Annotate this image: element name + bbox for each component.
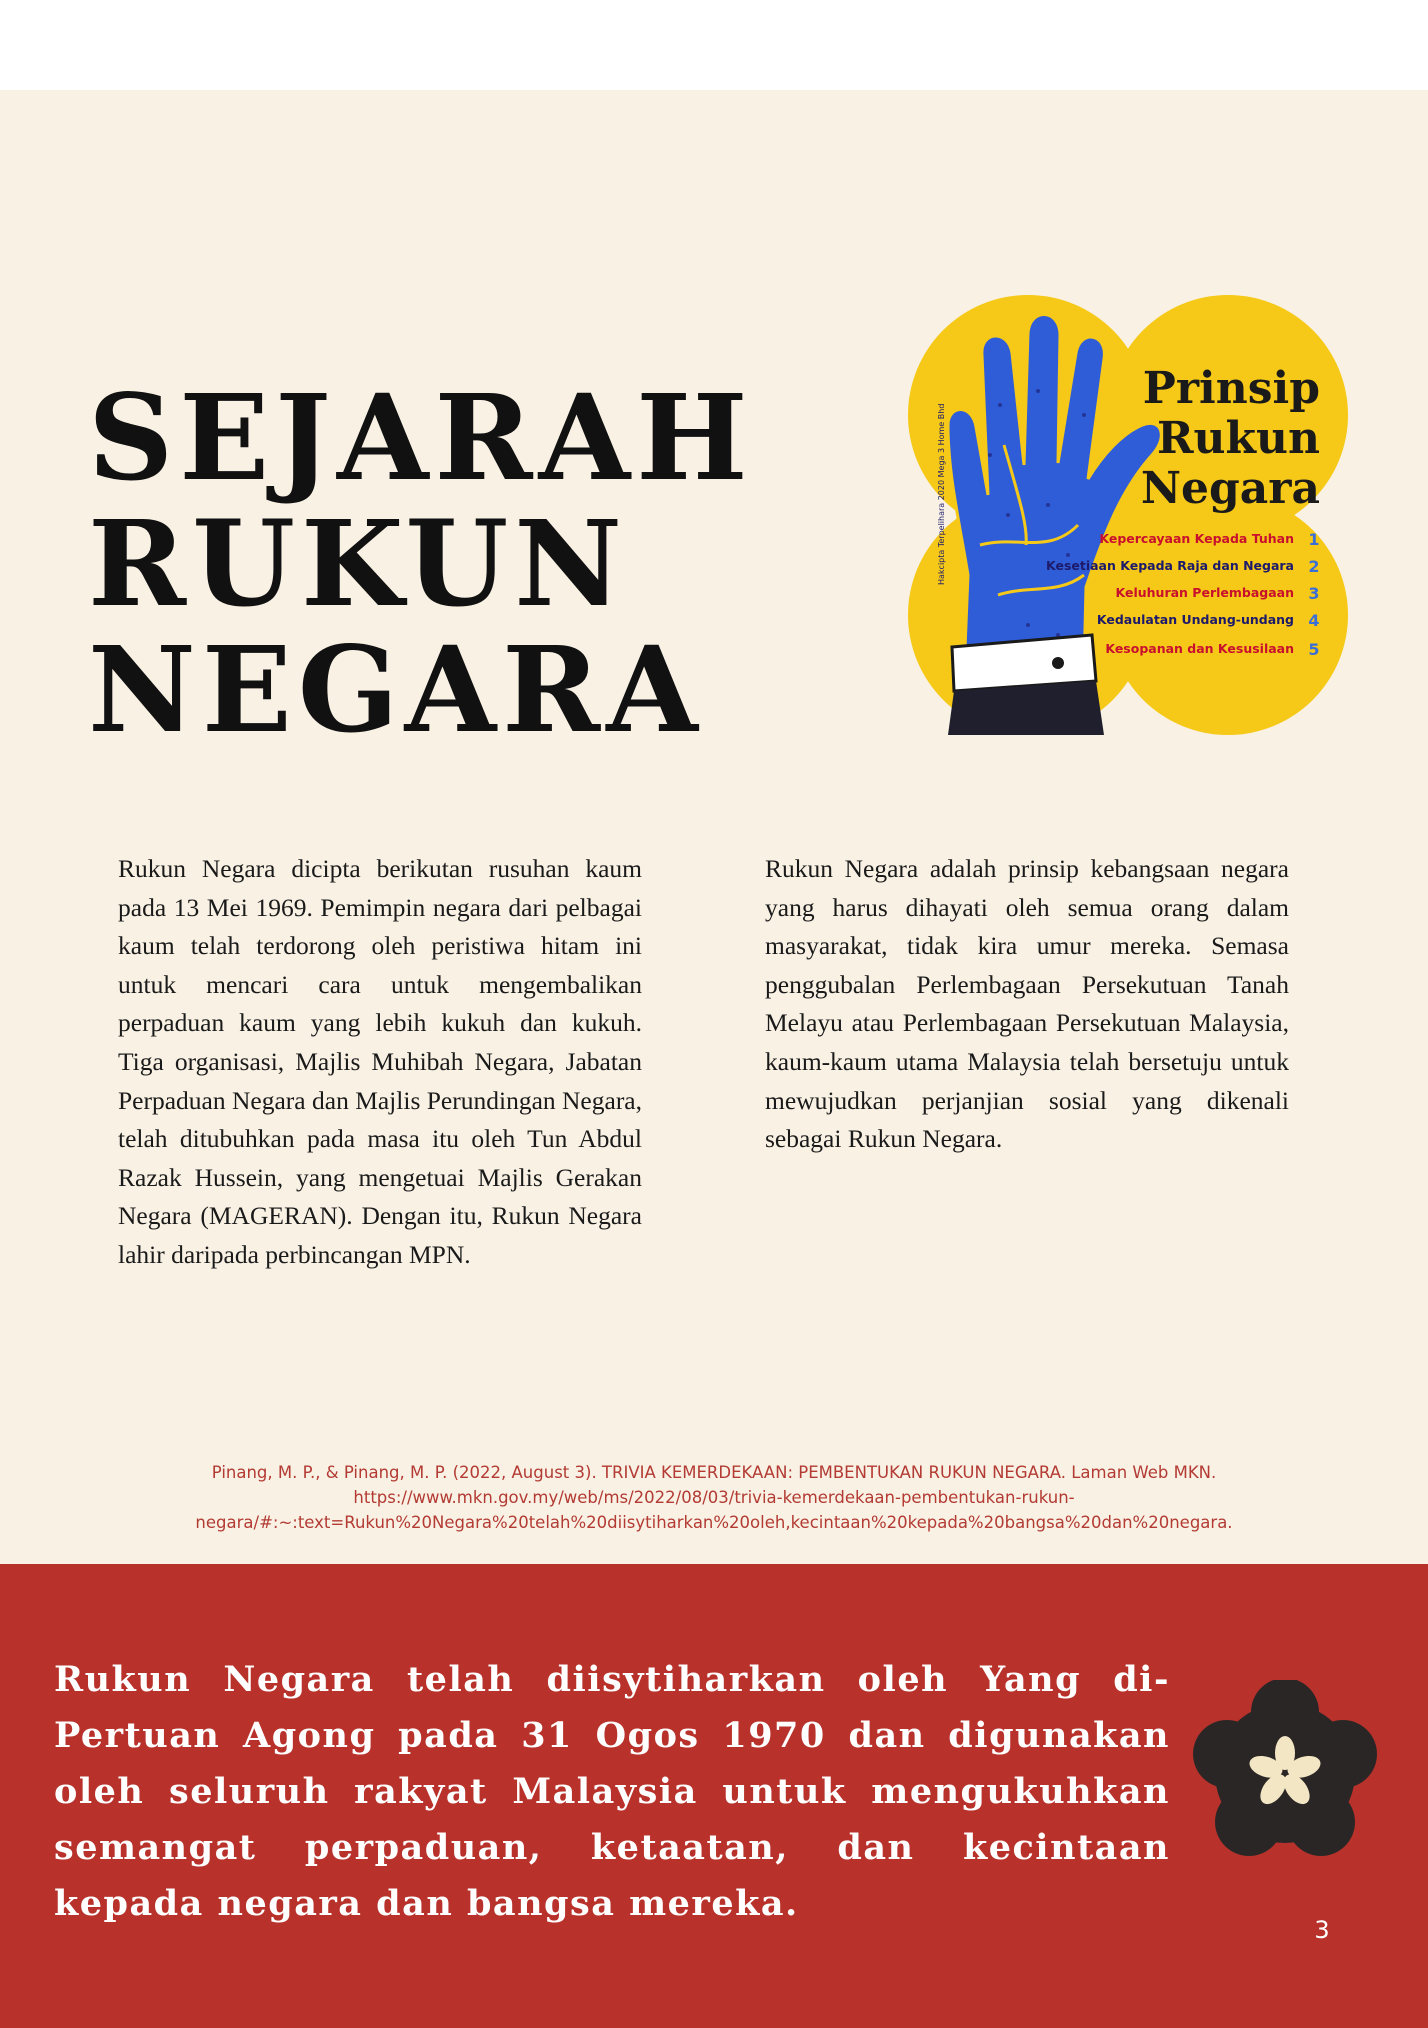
title-line-2: RUKUN: [88, 494, 629, 633]
principle-3-number: 3: [1308, 584, 1320, 603]
principle-1-text: Kepercayaan Kepada Tuhan: [1099, 531, 1294, 546]
poster-side-text: Hakcipta Terpelihara 2020 Mega 3 Home Bhd: [937, 403, 946, 585]
page: [0, 90, 1428, 1944]
title-line-1: SEJARAH: [88, 368, 754, 507]
principle-4-text: Kedaulatan Undang-undang: [1096, 612, 1294, 627]
principle-2-number: 2: [1308, 557, 1320, 576]
principle-3-text: Keluhuran Perlembagaan: [1115, 585, 1294, 600]
principle-1-number: 1: [1308, 530, 1320, 549]
citation: Pinang, M. P., & Pinang, M. P. (2022, August 3). TRIVIA KEMERDEKAAN: PEMBENTUKAN RUKUN NEGARA. Laman Web MKN. https://www.mkn.gov.my/web/ms/2022/08/03/trivia-kemerdekaan-pembentukan-rukun-negara/#:~:text=Rukun%20Negara%20telah%20diisytiharkan%20oleh,kecintaan%20kepada%20bangsa%20dan%20negara.: [195, 1463, 1233, 1532]
title-line-3: NEGARA: [88, 620, 704, 759]
flower-icon: [1192, 1680, 1378, 1866]
poster-heading-line-2: Rukun: [1156, 413, 1320, 464]
poster-heading-line-1: Prinsip: [1142, 363, 1320, 414]
paragraph-right: Rukun Negara adalah prinsip kebangsaan negara yang harus dihayati oleh semua orang dalam masyarakat, tidak kira umur mereka. Semasa penggubalan Perlembagaan Persekutuan Tanah Melayu atau Perlembagaan Persekutuan Malaysia, kaum-kaum utama Malaysia telah bersetuju untuk mewujudkan perjanjian sosial yang dikenali sebagai Rukun Negara.: [765, 854, 1289, 1154]
principle-5-text: Kesopanan dan Kesusilaan: [1105, 641, 1294, 656]
poster-heading-line-3: Negara: [1140, 463, 1320, 514]
principle-5-number: 5: [1308, 640, 1320, 659]
rukun-negara-poster: [908, 295, 1348, 735]
paragraph-left: Rukun Negara dicipta berikutan rusuhan kaum pada 13 Mei 1969. Pemimpin negara dari pelbagai kaum telah terdorong oleh peristiwa hitam ini untuk mencari cara untuk mengembalikan perpaduan kaum yang lebih kukuh dan kukuh. Tiga organisasi, Majlis Muhibah Negara, Jabatan Perpaduan Negara dan Majlis Perundingan Negara, telah ditubuhkan pada masa itu oleh Tun Abdul Razak Hussein, yang mengetuai Majlis Gerakan Negara (MAGERAN). Dengan itu, Rukun Negara lahir daripada perbincangan MPN.: [118, 854, 642, 1269]
page-number: 3: [1314, 1916, 1330, 1944]
banner-text: Rukun Negara telah diisytiharkan oleh Yang di-Pertuan Agong pada 31 Ogos 1970 dan digunakan oleh seluruh rakyat Malaysia untuk mengukuhkan semangat perpaduan, ketaatan, dan kecintaan kepada negara dan bangsa mereka.: [54, 1659, 1170, 1924]
quote-banner: [0, 1564, 1428, 2028]
page-title: [88, 368, 754, 759]
principle-4-number: 4: [1308, 611, 1320, 630]
principle-2-text: Kesetiaan Kepada Raja dan Negara: [1046, 558, 1294, 573]
